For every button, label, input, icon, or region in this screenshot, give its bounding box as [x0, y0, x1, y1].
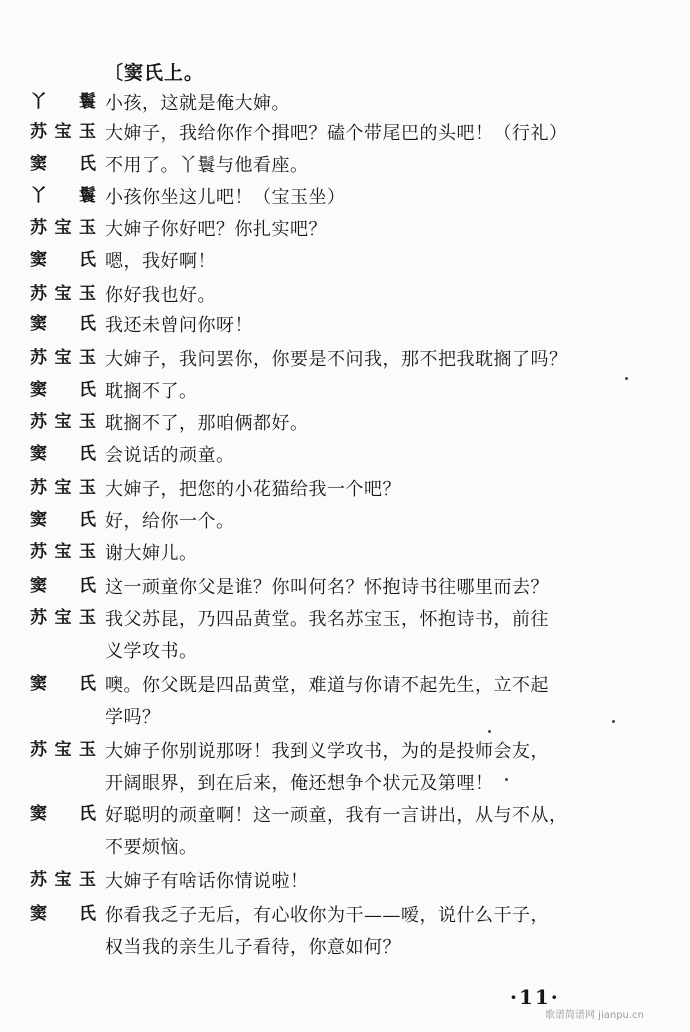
dialogue-text [105, 440, 665, 472]
speaker-name: 苏宝玉 [30, 218, 96, 238]
dialogue-text-line: 权当我的亲生儿子看待，你意如何？ [105, 937, 401, 958]
speaker-name: 苏宝玉 [30, 608, 96, 628]
dialogue-text-line: 这一顽童你父是谁？你叫何名？怀抱诗书往哪里而去？ [105, 577, 549, 598]
speaker-name: 窦 氏 [30, 380, 96, 400]
dialogue-text [105, 344, 665, 376]
dialogue-text-line: 谢大婶儿。 [105, 543, 198, 564]
speaker-name: 苏宝玉 [30, 348, 96, 368]
dialogue-text-line: 学吗？ [105, 707, 161, 728]
dialogue-text [105, 604, 665, 668]
ink-speck [612, 720, 615, 723]
ink-speck [625, 377, 628, 380]
dialogue-text [105, 150, 665, 182]
dialogue-text [105, 572, 665, 604]
dialogue-text-line: 大婶子，我问罢你，你要是不问我，那不把我耽搁了吗？ [105, 349, 568, 370]
watermark: 歌谱简谱网 jianpu.cn [545, 1010, 644, 1021]
dialogue-text-line: 耽搁不了，那咱俩都好。 [105, 413, 309, 434]
dialogue-text-line: 我父苏昆，乃四品黄堂。我名苏宝玉，怀抱诗书，前往 [105, 609, 549, 630]
dialogue-text [105, 900, 665, 964]
speaker-name: 苏宝玉 [30, 740, 96, 760]
speaker-name: 窦 氏 [30, 250, 96, 270]
stage-direction: 〔窦氏上。 [104, 62, 205, 84]
ink-speck [488, 730, 491, 733]
speaker-name: 苏宝玉 [30, 284, 96, 304]
dialogue-text-line: 大婶子，把您的小花猫给我一个吧？ [105, 479, 401, 500]
dialogue-text-line: 不要烦恼。 [105, 837, 198, 858]
speaker-name: 窦 氏 [30, 154, 96, 174]
speaker-name: 窦 氏 [30, 314, 96, 334]
speaker-name: 苏宝玉 [30, 412, 96, 432]
speaker-name: 苏宝玉 [30, 542, 96, 562]
dialogue-text [105, 280, 665, 312]
dialogue-text-line: 大婶子你好吧？你扎实吧？ [105, 219, 327, 240]
dialogue-text-line: 不用了。丫鬟与他看座。 [105, 155, 309, 176]
speaker-name: 窦 氏 [30, 904, 96, 924]
dialogue-text [105, 214, 665, 246]
dialogue-text-line: 嗯，我好啊！ [105, 251, 216, 272]
dialogue-text-line: 大婶子有啥话你情说啦！ [105, 871, 309, 892]
dialogue-text-line: 小孩，这就是俺大婶。 [105, 93, 290, 114]
speaker-name: 窦 氏 [30, 444, 96, 464]
dialogue-text-line: 你好我也好。 [105, 285, 216, 306]
dialogue-text-line: 你看我乏子无后，有心收你为干——嗳，说什么干子， [105, 905, 549, 926]
speaker-name: 窦 氏 [30, 804, 96, 824]
dialogue-text [105, 538, 665, 570]
dialogue-text [105, 866, 665, 898]
dialogue-text-line: 好，给你一个。 [105, 511, 235, 532]
dialogue-text-line: 大婶子，我给你作个揖吧？磕个带尾巴的头吧！（行礼） [105, 123, 568, 144]
dialogue-text [105, 246, 665, 278]
speaker-name: 苏宝玉 [30, 478, 96, 498]
dialogue-text [105, 118, 665, 150]
speaker-name: 丫 鬟 [30, 92, 96, 112]
speaker-name: 丫 鬟 [30, 186, 96, 206]
dialogue-text [105, 506, 665, 538]
dialogue-text [105, 800, 665, 864]
dialogue-text [105, 182, 665, 214]
dialogue-text-line: 好聪明的顽童啊！这一顽童，我有一言讲出，从与不从， [105, 805, 568, 826]
dialogue-text-line: 小孩你坐这儿吧！（宝玉坐） [105, 187, 346, 208]
dialogue-text-line: 大婶子你别说那呀！我到义学攻书，为的是投师会友， [105, 741, 549, 762]
dialogue-text-line: 开阔眼界，到在后来，俺还想争个状元及第哩！ [105, 773, 494, 794]
speaker-name: 窦 氏 [30, 674, 96, 694]
dialogue-text-line: 耽搁不了。 [105, 381, 198, 402]
dialogue-text-line: 我还未曾问你呀！ [105, 315, 253, 336]
dialogue-text [105, 88, 665, 120]
speaker-name: 窦 氏 [30, 510, 96, 530]
ink-speck [505, 778, 508, 781]
dialogue-text [105, 408, 665, 440]
speaker-name: 窦 氏 [30, 576, 96, 596]
dialogue-text [105, 736, 665, 800]
dialogue-text [105, 310, 665, 342]
speaker-name: 苏宝玉 [30, 870, 96, 890]
dialogue-text-line: 义学攻书。 [105, 641, 198, 662]
page-number: ·11· [510, 985, 560, 1009]
dialogue-text [105, 670, 665, 734]
dialogue-text [105, 474, 665, 506]
dialogue-text-line: 会说话的顽童。 [105, 445, 235, 466]
speaker-name: 苏宝玉 [30, 122, 96, 142]
dialogue-text-line: 噢。你父既是四品黄堂，难道与你请不起先生，立不起 [105, 675, 549, 696]
dialogue-text [105, 376, 665, 408]
